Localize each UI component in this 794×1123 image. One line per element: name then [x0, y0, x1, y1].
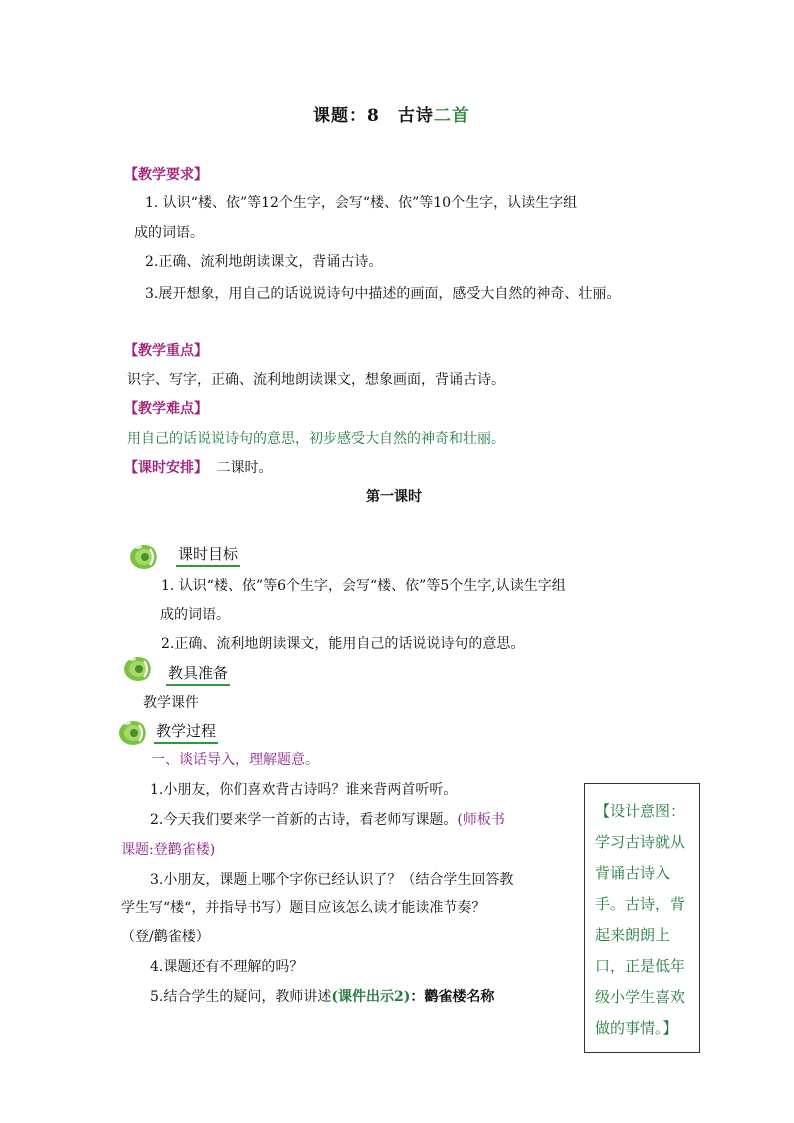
- tools-heading: 教具准备: [166, 662, 230, 686]
- process-line-5: 5.结合学生的疑问，教师讲述(课件出示2)：鹳雀楼名称: [150, 989, 495, 1005]
- requirement-line-1: 1. 认识“楼、依”等12个生字，会写“楼、依”等10个生字，认读生字组: [145, 195, 578, 211]
- goal-line-2: 成的词语。: [160, 607, 230, 623]
- key-points-label: 【教学重点】: [124, 343, 208, 359]
- sound-speaker-icon: [122, 652, 156, 686]
- schedule-text: 二课时。: [216, 460, 273, 476]
- design-intent-note: 【设计意图：学习古诗就从背诵古诗入手。古诗，背起来朗朗上口，正是低年级小学生喜欢做的事情。】: [584, 783, 700, 1053]
- process-line-2: 2.今天我们要来学一首新的古诗，看老师写课题。(师板书: [150, 812, 505, 828]
- requirement-line-3: 2.正确、流利地朗读课文，背诵古诗。: [145, 254, 383, 270]
- tools-text: 教学课件: [143, 695, 199, 711]
- process-line-3c: （登/鹳雀楼）: [121, 929, 210, 945]
- process-line-3: 3.小朋友，课题上哪个字你已经认识了？（结合学生回答教: [150, 872, 514, 888]
- requirement-line-4: 3.展开想象，用自己的话说说诗句中描述的画面，感受大自然的神奇、壮丽。: [145, 286, 621, 302]
- difficulty-label: 【教学难点】: [124, 401, 208, 417]
- process-line-2b: 课题:登鹳雀楼): [121, 842, 216, 858]
- goal-line-3: 2.正确、流利地朗读课文，能用自己的话说说诗句的意思。: [161, 636, 525, 652]
- schedule-row: [124, 457, 272, 477]
- key-points-text: 识字、写字，正确、流利地朗读课文，想象画面，背诵古诗。: [127, 372, 505, 388]
- difficulty-text: 用自己的话说说诗句的意思，初步感受大自然的神奇和壮丽。: [127, 431, 505, 447]
- requirement-line-2: 成的词语。: [134, 225, 204, 241]
- sound-speaker-icon: [117, 716, 151, 750]
- process-line-3b: 学生写“楼“，并指导书写）题目应该怎么读才能读准节奏？: [121, 900, 486, 916]
- goal-line-1: 1. 认识“楼、依”等6个生字，会写“楼、依”等5个生字,认读生字组: [161, 578, 566, 594]
- process-line-4: 4.课题还有不理解的吗？: [150, 959, 304, 975]
- requirements-label: 【教学要求】: [124, 167, 208, 183]
- page-title: 课题：8 古诗二首: [313, 106, 470, 126]
- process-line-1: 1.小朋友，你们喜欢背古诗吗？谁来背两首听听。: [150, 782, 458, 798]
- goals-heading: 课时目标: [176, 543, 240, 567]
- process-heading: 教学过程: [154, 720, 218, 744]
- schedule-label: 【课时安排】: [124, 460, 208, 476]
- lesson-title: 第一课时: [366, 489, 422, 505]
- sound-speaker-icon: [128, 540, 162, 574]
- step-one-heading: 一、谈话导入，理解题意。: [151, 752, 319, 768]
